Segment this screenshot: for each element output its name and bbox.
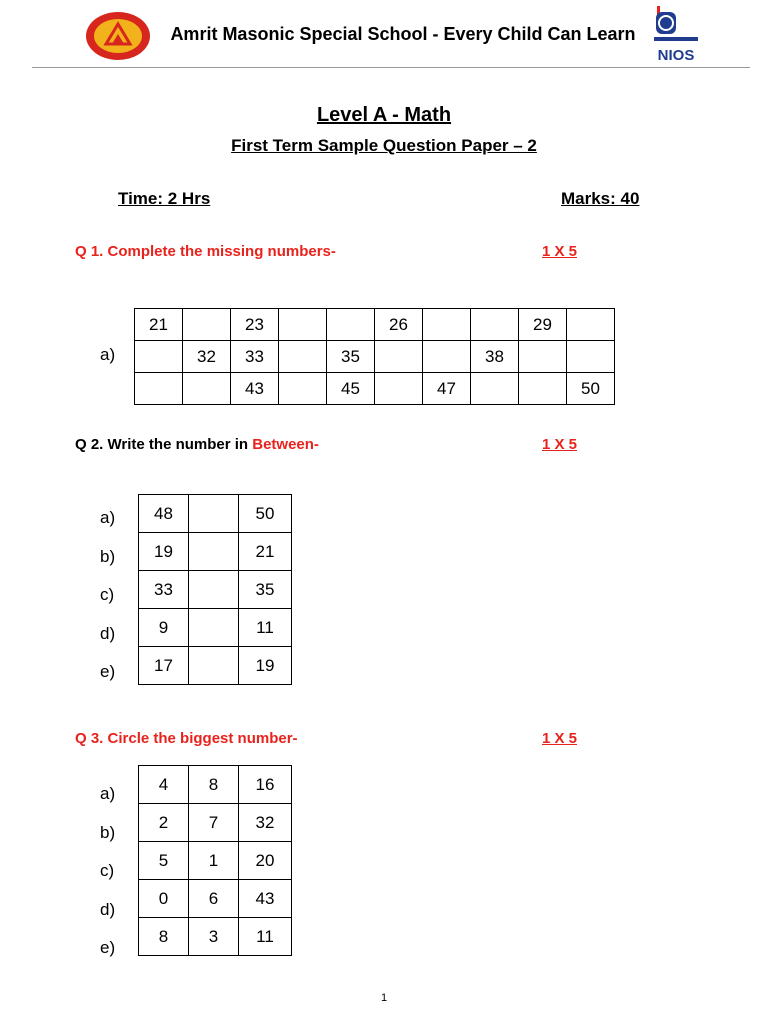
- q3-number-cell[interactable]: 2: [139, 804, 189, 842]
- q3-number-cell[interactable]: 8: [139, 918, 189, 956]
- q1-blank-cell[interactable]: [375, 341, 423, 373]
- q2-marks: 1 X 5: [542, 436, 578, 453]
- q3-number-cell[interactable]: 16: [239, 766, 292, 804]
- q2-between-grid: [138, 494, 292, 685]
- q2-number-cell: 21: [239, 533, 292, 571]
- level-title-text: Level A - Math: [316, 104, 452, 126]
- q1-blank-cell[interactable]: [423, 341, 471, 373]
- q2-number-cell: 50: [239, 495, 292, 533]
- q2-answer-cell[interactable]: [189, 533, 239, 571]
- q1-blank-cell[interactable]: [183, 373, 231, 405]
- q1-blank-cell[interactable]: [567, 309, 615, 341]
- q3-grid-row: [139, 842, 292, 880]
- nios-logo-text: NIOS: [657, 47, 695, 64]
- q1-number-cell: 38: [471, 341, 519, 373]
- q2-title: [75, 436, 319, 453]
- q1-number-cell: 26: [375, 309, 423, 341]
- q3-row-label: a): [100, 784, 116, 803]
- q3-number-cell[interactable]: 43: [239, 880, 292, 918]
- level-title: [0, 104, 768, 127]
- q1-number-cell: 23: [231, 309, 279, 341]
- q2-number-cell: 35: [239, 571, 292, 609]
- q1-number-cell: 50: [567, 373, 615, 405]
- q1-blank-cell[interactable]: [279, 373, 327, 405]
- header-divider: [32, 67, 750, 68]
- school-logo: [84, 10, 152, 62]
- q1-number-grid: [134, 308, 615, 405]
- q1-number-cell: 29: [519, 309, 567, 341]
- q1-blank-cell[interactable]: [135, 341, 183, 373]
- q3-number-cell[interactable]: 5: [139, 842, 189, 880]
- q3-number-cell[interactable]: 3: [189, 918, 239, 956]
- q1-grid-row: [135, 309, 615, 341]
- q1-blank-cell[interactable]: [375, 373, 423, 405]
- q3-grid-row: [139, 804, 292, 842]
- q3-title: Q 3. Circle the biggest number-: [75, 730, 298, 747]
- q2-row-label: e): [100, 662, 116, 682]
- q2-answer-cell[interactable]: [189, 495, 239, 533]
- q3-grid-row: [139, 880, 292, 918]
- q2-number-cell: 33: [139, 571, 189, 609]
- q2-grid-row: [139, 495, 292, 533]
- q1-number-cell: 21: [135, 309, 183, 341]
- q2-number-cell: 48: [139, 495, 189, 533]
- q1-blank-cell[interactable]: [567, 341, 615, 373]
- q1-blank-cell[interactable]: [519, 341, 567, 373]
- q2-number-cell: 17: [139, 647, 189, 685]
- q3-number-cell[interactable]: 11: [239, 918, 292, 956]
- q1-blank-cell[interactable]: [279, 309, 327, 341]
- time-label: Time: 2 Hrs: [118, 189, 211, 208]
- q1-blank-cell[interactable]: [183, 309, 231, 341]
- nios-logo: [650, 6, 702, 64]
- q1-blank-cell[interactable]: [519, 373, 567, 405]
- q2-row-label: d): [100, 623, 116, 643]
- q3-grid-row: [139, 766, 292, 804]
- paper-title-text: First Term Sample Question Paper – 2: [231, 136, 537, 155]
- q1-number-cell: 32: [183, 341, 231, 373]
- q1-marks: 1 X 5: [542, 243, 578, 260]
- q1-grid-row: [135, 373, 615, 405]
- q2-number-cell: 19: [139, 533, 189, 571]
- marks-label: Marks: 40: [561, 189, 640, 208]
- q1-blank-cell[interactable]: [327, 309, 375, 341]
- q3-grid-row: [139, 918, 292, 956]
- q1-number-cell: 43: [231, 373, 279, 405]
- q1-blank-cell[interactable]: [471, 373, 519, 405]
- q2-number-cell: 19: [239, 647, 292, 685]
- q3-number-cell[interactable]: 0: [139, 880, 189, 918]
- q2-grid-row: [139, 571, 292, 609]
- q3-row-label: c): [100, 861, 115, 881]
- q3-number-cell[interactable]: 7: [189, 804, 239, 842]
- q2-number-cell: 9: [139, 609, 189, 647]
- q2-title-highlight: Between-: [252, 436, 319, 453]
- q1-title: Q 1. Complete the missing numbers-: [75, 243, 336, 260]
- q1-blank-cell[interactable]: [471, 309, 519, 341]
- q2-number-cell: 11: [239, 609, 292, 647]
- q1-blank-cell[interactable]: [423, 309, 471, 341]
- q1-number-cell: 33: [231, 341, 279, 373]
- q2-row-label: b): [100, 546, 116, 566]
- q3-row-label: e): [100, 938, 116, 958]
- school-title: Amrit Masonic Special School - Every Child Can Learn: [170, 24, 636, 44]
- q3-number-cell[interactable]: 6: [189, 880, 239, 918]
- q3-number-cell[interactable]: 4: [139, 766, 189, 804]
- q2-row-label: a): [100, 508, 116, 527]
- q2-answer-cell[interactable]: [189, 571, 239, 609]
- q1-grid-row: [135, 341, 615, 373]
- q1-blank-cell[interactable]: [135, 373, 183, 405]
- page-number: 1: [380, 992, 388, 1004]
- q3-number-cell[interactable]: 1: [189, 842, 239, 880]
- paper-title: [0, 136, 768, 156]
- q3-number-cell[interactable]: 20: [239, 842, 292, 880]
- q3-number-cell[interactable]: 8: [189, 766, 239, 804]
- q1-number-cell: 47: [423, 373, 471, 405]
- q3-marks: 1 X 5: [542, 730, 578, 747]
- q2-answer-cell[interactable]: [189, 609, 239, 647]
- q2-grid-row: [139, 533, 292, 571]
- q1-blank-cell[interactable]: [279, 341, 327, 373]
- q2-grid-row: [139, 609, 292, 647]
- q3-row-label: d): [100, 899, 116, 919]
- q2-grid-row: [139, 647, 292, 685]
- q3-number-cell[interactable]: 32: [239, 804, 292, 842]
- q3-row-label: b): [100, 822, 116, 842]
- q2-title-text: Q 2. Write the number in: [75, 436, 253, 453]
- q3-biggest-grid: [138, 765, 292, 956]
- q1-row-label: a): [100, 345, 116, 364]
- q2-answer-cell[interactable]: [189, 647, 239, 685]
- q1-number-cell: 45: [327, 373, 375, 405]
- q2-row-label: c): [100, 585, 115, 605]
- q1-number-cell: 35: [327, 341, 375, 373]
